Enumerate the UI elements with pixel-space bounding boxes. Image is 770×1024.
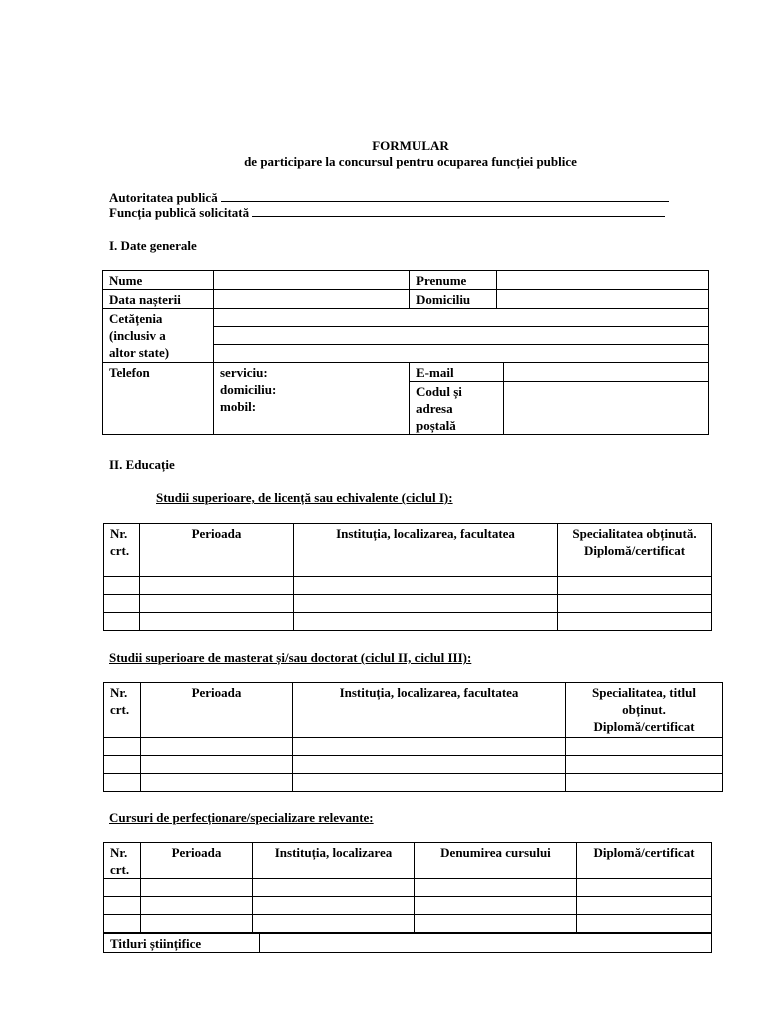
table-row	[104, 756, 723, 774]
table-row	[104, 577, 712, 595]
table-row	[104, 774, 723, 792]
masterat-header-institutia: Instituția, localizarea, facultatea	[293, 683, 566, 738]
general-table	[102, 270, 709, 435]
cursuri-table	[103, 842, 712, 933]
cursuri-header-institutia: Instituția, localizarea	[253, 843, 415, 879]
titluri-label: Titluri științifice	[104, 934, 260, 953]
cetatenia-line-2: (inclusiv a	[109, 328, 166, 343]
telefon-mobil: mobil:	[220, 399, 257, 414]
titluri-field[interactable]	[260, 934, 712, 953]
table-row	[104, 738, 723, 756]
codul-field[interactable]	[504, 382, 709, 435]
table-row	[104, 595, 712, 613]
telefon-serviciu: serviciu:	[220, 365, 268, 380]
table-row	[104, 613, 712, 631]
prenume-label: Prenume	[410, 271, 497, 290]
email-field[interactable]	[504, 363, 709, 382]
cetatenia-field-1[interactable]	[214, 309, 709, 327]
licenta-table	[103, 523, 712, 631]
masterat-header-nr: Nr. crt.	[104, 683, 141, 738]
telefon-field[interactable]	[214, 363, 410, 435]
cetatenia-line-1: Cetățenia	[109, 311, 163, 326]
position-row	[109, 205, 699, 221]
cetatenia-field-2[interactable]	[214, 327, 709, 345]
cetatenia-field-3[interactable]	[214, 345, 709, 363]
cursuri-header-perioada: Perioada	[141, 843, 253, 879]
table-row	[104, 879, 712, 897]
cursuri-header-denumirea: Denumirea cursului	[415, 843, 577, 879]
codul-line-3: poștală	[416, 418, 456, 433]
cetatenia-line-3: altor state)	[109, 345, 170, 360]
codul-label	[410, 382, 504, 435]
section-education-heading: II. Educație	[109, 457, 175, 472]
form-subtitle: de participare la concursul pentru ocuparea funcției publice	[244, 154, 577, 169]
domiciliu-field[interactable]	[497, 290, 709, 309]
codul-line-1: Codul și	[416, 384, 462, 399]
licenta-header-institutia: Instituția, localizarea, facultatea	[294, 524, 558, 577]
masterat-table	[103, 682, 723, 792]
position-label: Funcția publică solicitată	[109, 205, 250, 220]
cursuri-header-diploma: Diplomă/certificat	[577, 843, 712, 879]
data-nasterii-label: Data nașterii	[103, 290, 214, 309]
table-row	[104, 897, 712, 915]
masterat-header-specialitatea: Specialitatea, titlul obținut. Diplomă/certificat	[566, 683, 723, 738]
email-label: E-mail	[410, 363, 504, 382]
cursuri-header-nr: Nr. crt.	[104, 843, 141, 879]
licenta-header-perioada: Perioada	[140, 524, 294, 577]
licenta-header-nr: Nr. crt.	[104, 524, 140, 577]
authority-label: Autoritatea publică	[109, 190, 218, 205]
telefon-domiciliu: domiciliu:	[220, 382, 277, 397]
masterat-header-perioada: Perioada	[141, 683, 293, 738]
codul-line-2: adresa	[416, 401, 453, 416]
telefon-label: Telefon	[103, 363, 214, 435]
section-general-heading: I. Date generale	[109, 238, 197, 253]
nume-field[interactable]	[214, 271, 410, 290]
table-row	[104, 915, 712, 933]
authority-field[interactable]	[221, 190, 669, 202]
cetatenia-label	[103, 309, 214, 363]
cursuri-title: Cursuri de perfecționare/specializare relevante:	[109, 810, 374, 825]
nume-label: Nume	[103, 271, 214, 290]
authority-row	[109, 190, 699, 206]
titluri-table	[103, 933, 712, 953]
prenume-field[interactable]	[497, 271, 709, 290]
licenta-header-specialitatea: Specialitatea obținută. Diplomă/certificat	[558, 524, 712, 577]
masterat-title: Studii superioare de masterat și/sau doctorat (ciclul II, ciclul III):	[109, 650, 472, 665]
data-nasterii-field[interactable]	[214, 290, 410, 309]
form-title: FORMULAR	[372, 138, 449, 153]
licenta-title: Studii superioare, de licență sau echivalente (ciclul I):	[156, 490, 453, 505]
position-field[interactable]	[252, 205, 665, 217]
domiciliu-label: Domiciliu	[410, 290, 497, 309]
